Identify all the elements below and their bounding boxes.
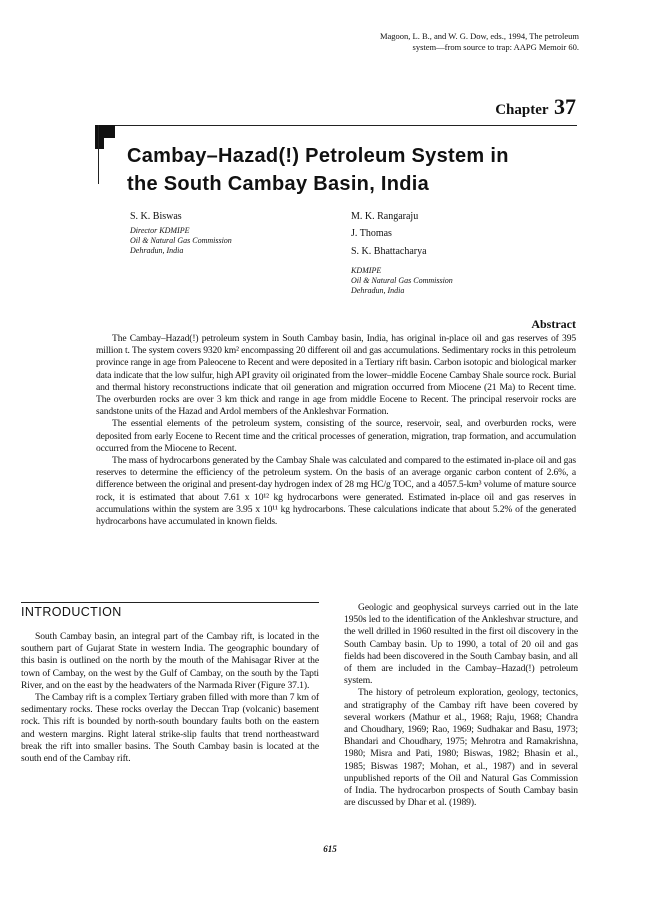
author-bhattacharya: S. K. Bhattacharya [351,246,427,257]
abstract-heading: Abstract [531,317,576,331]
affiliation-right-2: Oil & Natural Gas Commission [351,276,453,285]
citation-line-2: system—from source to trap: AAPG Memoir 60. [412,42,579,52]
chapter-number: 37 [554,94,576,119]
paper-title [127,142,577,198]
section-rule [21,602,319,603]
author-thomas: J. Thomas [351,228,392,239]
chapter-label: Chapter [495,102,549,118]
affiliation-right-1: KDMIPE [351,266,382,275]
intro-paragraph-4: The history of petroleum exploration, geology, tectonics, and stratigraphy of the Cambay rift have been covered by several workers (Mathur et al., 1968; Raju, 1968; Chandra and Choudhary, 1969; Rao, 1969; Sudhakar and Basu, 1973; Bhandari and Choudhary, 1975; Mehrotra and Ramakrishna, 1980; Misra and Pati, 1980; Biswas, 1982; Bhasin et al., 1985; Biswas 1987; Mohan, et al., 1987) and in several unpublished reports of the Oil and Natural Gas Commission of India. The hydrocarbon prospects of South Cambay basin are discussed by Dhar et al. (1989). [344,687,578,809]
section-heading-introduction: INTRODUCTION [21,605,122,619]
title-side-rule [98,125,99,184]
affiliation-right-3: Dehradun, India [351,286,405,295]
chapter-rule [115,125,577,126]
intro-paragraph-3: Geologic and geophysical surveys carried out in the late 1950s led to the identification of the Ankleshvar structure, and the well drilled in 1960 resulted in the first oil discovery in the South Cambay basin. Up to 1990, a total of 20 oil and gas fields had been discovered in the South Cambay basin, and all of them are included in the Cambay–Hazad(!) petroleum system. [344,602,578,687]
citation [300,31,579,53]
author-biswas: S. K. Biswas [130,211,182,222]
title-marker-bar [95,125,104,149]
abstract-paragraph-3: The mass of hydrocarbons generated by the Cambay Shale was calculated and compared to the estimated in-place oil and gas reserves to determine the efficiency of the petroleum system. On the basis of an average organic carbon content of 2.6%, a difference between the original and present-day hydrogen index of 28 mg HC/g TOC, and a 4057.5-km³ volume of mature source rock, it is estimated that about 7.61 x 10¹² kg hydrocarbons were generated. Estimated in-place oil and gas reserves in accumulations within the system are 3.95 x 10¹¹ kg hydrocarbons. These calculations indicate that about 5.2% of the generated hydrocarbons have accumulated in known fields. [96,455,576,528]
affiliation-left [130,226,232,256]
affiliation-left-2: Oil & Natural Gas Commission [130,236,232,245]
intro-paragraph-1: South Cambay basin, an integral part of the Cambay rift, is located in the southern part of Gujarat State in western India. The geographic boundary of this basin is outlined on the north by the mouth of the Mahisagar River at the town of Cambay, on the west by the Gulf of Cambay, on the south by the Tapti River, and on the east by the headwaters of the Narmada River (Figure 37.1). [21,631,319,691]
page-number: 615 [323,844,337,854]
affiliation-left-3: Dehradun, India [130,246,184,255]
left-column [21,631,319,765]
title-line-2: the South Cambay Basin, India [127,173,430,195]
abstract-body [96,333,576,528]
right-column [344,602,578,809]
abstract-paragraph-1: The Cambay–Hazad(!) petroleum system in South Cambay basin, India, has original in-place oil and gas reserves of 395 million t. The system covers 9320 km² encompassing 20 different oil and gas accumulations. Sedimentary rocks in this petroleum province range in age from Paleocene to Recent and were deposited in a Tertiary rift basin. Carbon isotopic and biological marker data indicate that the low sulfur, high API gravity oil originated from the lower–middle Eocene Cambay Shale source rock. Burial and thermal history reconstructions indicate that oil generation and migration occurred from Miocene (21 Ma) to Recent time. The overburden rocks are over 3 km thick and range in age from middle Eocene to Recent. The principal reservoir rocks are sandstone units of the Hazad and Ardol members of the Ankleshvar Formation. [96,333,576,418]
affiliation-left-1: Director KDMIPE [130,226,190,235]
affiliation-right [351,266,453,296]
chapter-heading [430,94,576,120]
author-rangaraju: M. K. Rangaraju [351,211,419,222]
title-line-1: Cambay–Hazad(!) Petroleum System in [127,145,509,167]
intro-paragraph-2: The Cambay rift is a complex Tertiary graben filled with more than 7 km of sedimentary rocks. These rocks overlay the Deccan Trap (volcanic) basement rock. This rift is bounded by north-south boundary faults both on the eastern and western margins. Right lateral strike-slip faults that trend northeastward break the rift into smaller basins. The South Cambay basin is located at the south end of the Cambay rift. [21,692,319,765]
abstract-paragraph-2: The essential elements of the petroleum system, consisting of the source, reservoir, seal, and overburden rocks, were deposited from early Eocene to Recent time and the critical processes of generation, migration, trap formation, and accumulation occurred from the Miocene to Recent. [96,418,576,454]
citation-line-1: Magoon, L. B., and W. G. Dow, eds., 1994, The petroleum [379,31,579,41]
